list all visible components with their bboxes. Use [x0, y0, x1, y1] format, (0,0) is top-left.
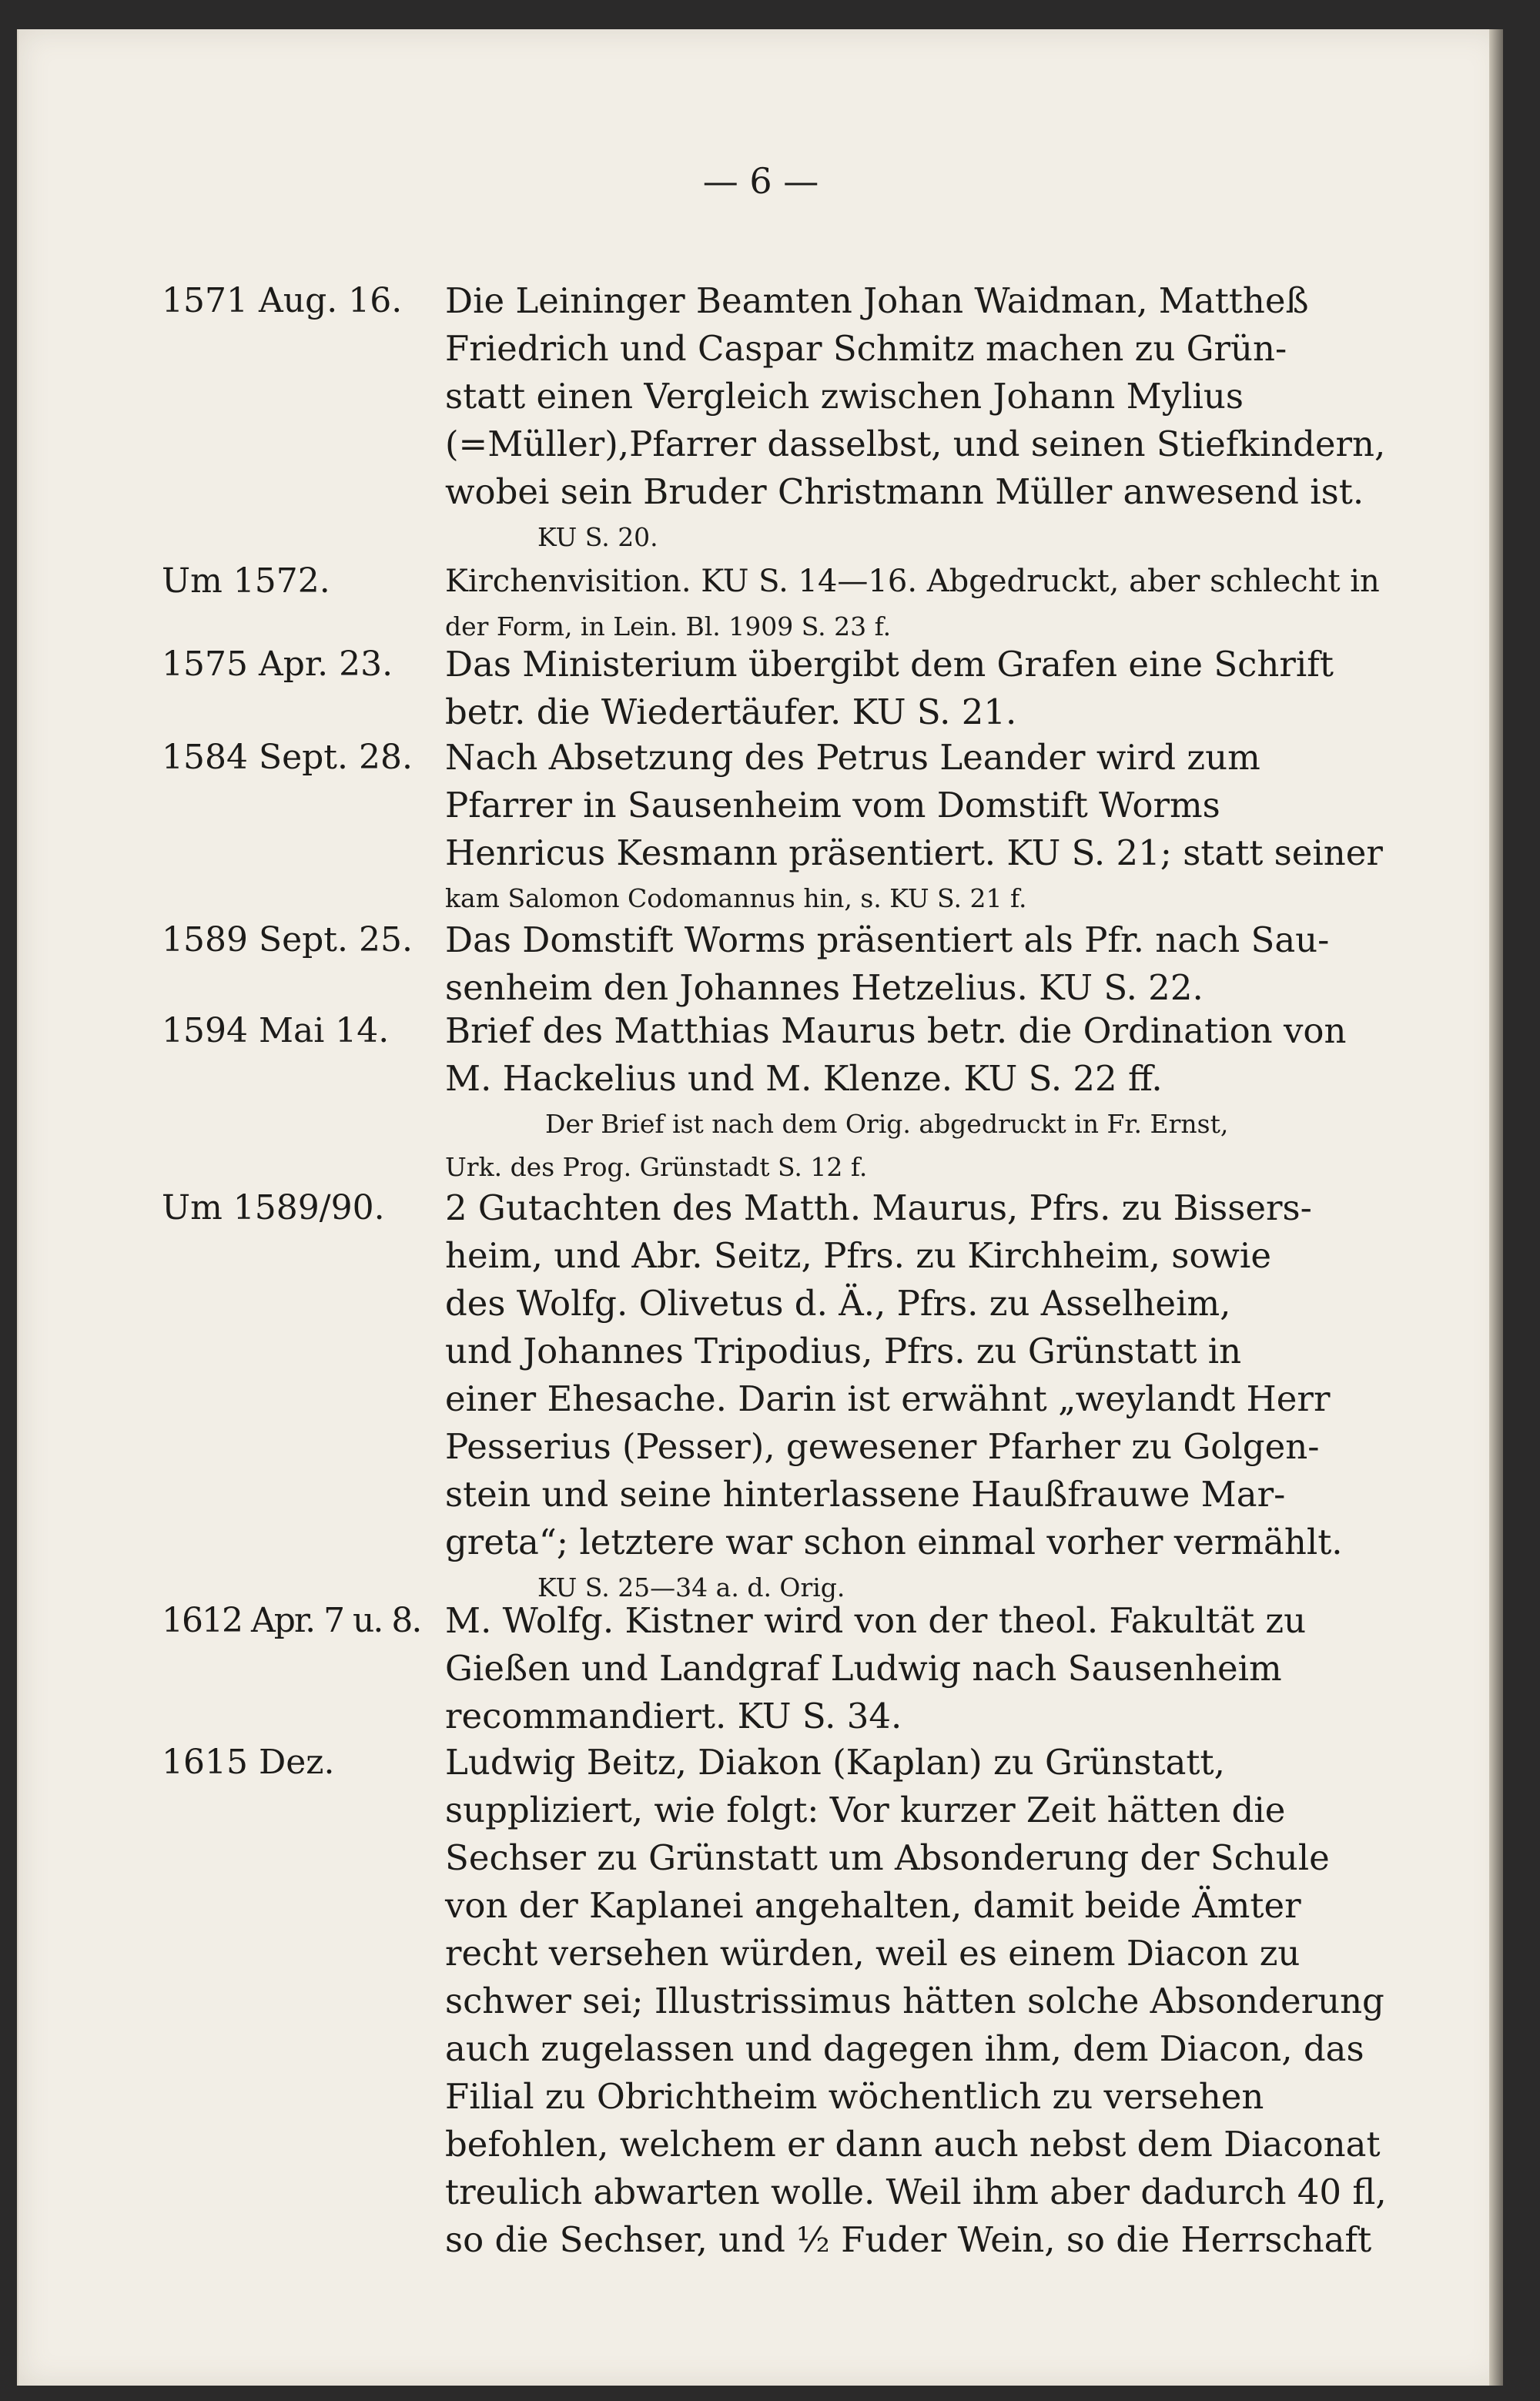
entry-date: Um 1572. [162, 561, 330, 601]
entry-line: heim, und Abr. Seitz, Pfrs. zu Kirchheim, sowie [445, 1235, 1271, 1276]
entry-line: M. Hackelius und M. Klenze. KU S. 22 ff. [445, 1058, 1163, 1099]
entry-line: statt einen Vergleich zwischen Johann Mylius [445, 376, 1244, 417]
entry-line: greta“; letztere war schon einmal vorher vermählt. [445, 1522, 1343, 1562]
entry-date: 1589 Sept. 25. [162, 920, 413, 959]
entry-line: (=Müller),Pfarrer dasselbst, und seinen Stiefkindern, [445, 424, 1386, 464]
entry-line: Pesserius (Pesser), gewesener Pfarher zu Golgen- [445, 1426, 1320, 1467]
entry-line: Pfarrer in Sausenheim vom Domstift Worms [445, 785, 1220, 825]
source-reference: KU S. 20. [537, 522, 658, 552]
entry-date: 1575 Apr. 23. [162, 645, 393, 684]
entry-line: schwer sei; Illustrissimus hätten solche Absonderung [445, 1981, 1384, 2021]
entry-text [445, 1739, 1400, 2264]
entry-line: so die Sechser, und ½ Fuder Wein, so die Herrschaft [445, 2219, 1372, 2260]
entry-date: 1612 Apr. 7 u. 8. [162, 1601, 421, 1640]
entry-date: 1615 Dez. [162, 1743, 335, 1782]
entry-text [445, 1007, 1400, 1189]
entry-line: auch zugelassen und dagegen ihm, dem Diacon, das [445, 2028, 1364, 2069]
entry-line: des Wolfg. Olivetus d. Ä., Pfrs. zu Asselheim, [445, 1283, 1231, 1324]
entry-text [445, 558, 1400, 648]
entry-line: Das Ministerium übergibt dem Grafen eine Schrift [445, 644, 1334, 685]
entry-line: Brief des Matthias Maurus betr. die Ordination von [445, 1010, 1347, 1051]
entry-line: kam Salomon Codomannus hin, s. KU S. 21 f. [445, 883, 1027, 913]
source-reference: KU S. 25—34 a. d. Orig. [537, 1572, 845, 1602]
entry-date: 1571 Aug. 16. [162, 281, 403, 320]
entry-text [445, 641, 1400, 736]
entry-line: Ludwig Beitz, Diakon (Kaplan) zu Grünstatt, [445, 1742, 1225, 1783]
book-page [17, 29, 1503, 2386]
entry-line: befohlen, welchem er dann auch nebst dem Diaconat [445, 2124, 1381, 2165]
entry-text [445, 734, 1400, 920]
entry-line: Das Domstift Worms präsentiert als Pfr. nach Sau- [445, 919, 1330, 960]
entry-line: Die Leininger Beamten Johan Waidman, Mattheß [445, 280, 1309, 321]
chronicle-entries [18, 29, 1503, 2386]
entry-date: Um 1589/90. [162, 1188, 385, 1227]
entry-line: wobei sein Bruder Christmann Müller anwesend ist. [445, 471, 1364, 512]
entry-line: 2 Gutachten des Matth. Maurus, Pfrs. zu Bissers- [445, 1187, 1312, 1228]
entry-text [445, 916, 1400, 1012]
entry-line: Nach Absetzung des Petrus Leander wird zum [445, 737, 1260, 778]
entry-line: treulich abwarten wolle. Weil ihm aber dadurch 40 fl, [445, 2172, 1387, 2212]
entry-line: Filial zu Obrichtheim wöchentlich zu versehen [445, 2076, 1264, 2117]
entry-line: und Johannes Tripodius, Pfrs. zu Grünstatt in [445, 1331, 1242, 1371]
entry-line: von der Kaplanei angehalten, damit beide Ämter [445, 1885, 1301, 1926]
entry-line: Friedrich und Caspar Schmitz machen zu Grün- [445, 328, 1287, 369]
entry-line: Gießen und Landgraf Ludwig nach Sausenheim [445, 1648, 1282, 1689]
entry-line: Henricus Kesmann präsentiert. KU S. 21; statt seiner [445, 832, 1383, 873]
footnote-line: Urk. des Prog. Grünstadt S. 12 f. [445, 1152, 868, 1182]
entry-line: betr. die Wiedertäufer. KU S. 21. [445, 692, 1017, 732]
entry-line: einer Ehesache. Darin ist erwähnt „weylandt Herr [445, 1378, 1331, 1419]
entry-line: Sechser zu Grünstatt um Absonderung der Schule [445, 1837, 1330, 1878]
page-number: — 6 — [702, 160, 819, 202]
entry-text [445, 1597, 1400, 1740]
entry-line: M. Wolfg. Kistner wird von der theol. Fakultät zu [445, 1600, 1307, 1641]
entry-line: recommandiert. KU S. 34. [445, 1696, 902, 1736]
entry-line: der Form, in Lein. Bl. 1909 S. 23 f. [445, 611, 892, 641]
entry-line: suppliziert, wie folgt: Vor kurzer Zeit hätten die [445, 1790, 1286, 1830]
entry-line: recht versehen würden, weil es einem Diacon zu [445, 1933, 1301, 1974]
entry-date: 1594 Mai 14. [162, 1011, 390, 1050]
entry-line: senheim den Johannes Hetzelius. KU S. 22. [445, 967, 1204, 1008]
entry-date: 1584 Sept. 28. [162, 738, 413, 777]
entry-line: stein und seine hinterlassene Haußfrauwe Mar- [445, 1474, 1286, 1515]
footnote-line: Der Brief ist nach dem Orig. abgedruckt in Fr. Ernst, [545, 1109, 1229, 1139]
entry-text [445, 1184, 1400, 1609]
entry-line: Kirchenvisition. KU S. 14—16. Abgedruckt, aber schlecht in [445, 564, 1380, 599]
entry-text [445, 277, 1400, 559]
